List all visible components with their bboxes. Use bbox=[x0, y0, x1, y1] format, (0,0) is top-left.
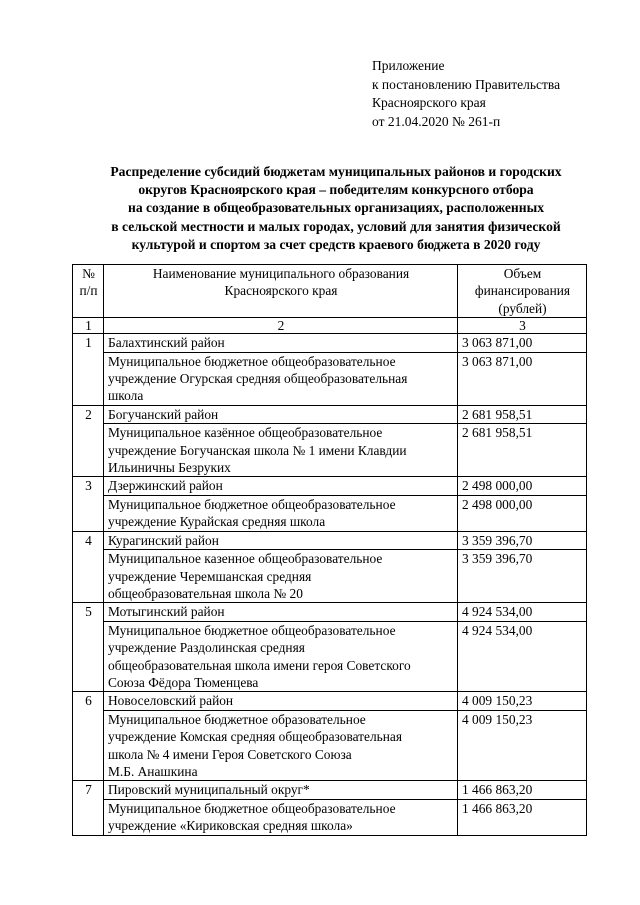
district-row bbox=[73, 531, 587, 549]
district-name: Пировский муниципальный округ* bbox=[104, 781, 458, 799]
header-name-line: Красноярского края bbox=[224, 283, 338, 299]
school-amount: 4 924 534,00 bbox=[458, 621, 587, 692]
school-name-line: М.Б. Анашкина bbox=[108, 763, 198, 779]
school-amount: 3 063 871,00 bbox=[458, 352, 587, 405]
title-line: Распределение субсидий бюджетам муниципальных районов и городских bbox=[110, 164, 562, 179]
header-amount-line: финансирования bbox=[474, 283, 571, 299]
column-index-row bbox=[73, 318, 587, 334]
school-name-line: учреждение Черемшанская средняя bbox=[108, 568, 312, 584]
row-number: 3 bbox=[73, 477, 104, 531]
row-number: 7 bbox=[73, 781, 104, 835]
school-amount: 1 466 863,20 bbox=[458, 799, 587, 835]
header-amount bbox=[458, 265, 587, 318]
school-name-line: школа bbox=[108, 388, 144, 404]
appendix-line: к постановлению Правительства bbox=[372, 76, 561, 92]
school-name-line: Муниципальное казённое общеобразовательное bbox=[108, 425, 383, 441]
school-name-line: общеобразовательная школа имени героя Советского bbox=[108, 657, 411, 673]
row-number: 4 bbox=[73, 531, 104, 603]
district-amount: 2 498 000,00 bbox=[458, 477, 587, 495]
school-name-line: учреждение Комская средняя общеобразовательная bbox=[108, 729, 403, 745]
school-name-line: Союза Фёдора Тюменцева bbox=[108, 674, 259, 690]
school-name bbox=[104, 495, 458, 531]
district-name: Богучанский район bbox=[104, 405, 458, 423]
district-name: Дзержинский район bbox=[104, 477, 458, 495]
district-name: Курагинский район bbox=[104, 531, 458, 549]
school-name-line: учреждение Раздолинская средняя bbox=[108, 640, 305, 656]
school-name-line: Муниципальное казенное общеобразовательное bbox=[108, 551, 383, 567]
column-index: 2 bbox=[104, 318, 458, 334]
district-name: Новоселовский район bbox=[104, 692, 458, 710]
school-row bbox=[73, 424, 587, 477]
school-row bbox=[73, 352, 587, 405]
row-number: 1 bbox=[73, 334, 104, 406]
appendix-line: Приложение bbox=[372, 58, 445, 73]
title-line: культурой и спортом за счет средств краевого бюджета в 2020 году bbox=[131, 236, 541, 252]
school-name bbox=[104, 710, 458, 781]
school-amount: 2 498 000,00 bbox=[458, 495, 587, 531]
appendix-line: от 21.04.2020 № 261-п bbox=[372, 113, 501, 129]
district-row bbox=[73, 334, 587, 352]
row-number: 6 bbox=[73, 692, 104, 781]
district-amount: 4 924 534,00 bbox=[458, 603, 587, 621]
school-name-line: Муниципальное бюджетное общеобразовательное bbox=[108, 800, 396, 816]
row-number: 5 bbox=[73, 603, 104, 692]
district-amount: 4 009 150,23 bbox=[458, 692, 587, 710]
subsidy-table bbox=[72, 264, 587, 836]
district-row bbox=[73, 692, 587, 710]
school-name-line: школа № 4 имени Героя Советского Союза bbox=[108, 746, 352, 762]
school-name-line: Муниципальное бюджетное образовательное bbox=[108, 711, 366, 727]
school-name-line: Муниципальное бюджетное общеобразовательное bbox=[108, 622, 396, 638]
header-number bbox=[73, 265, 104, 318]
school-name-line: учреждение Богучанская школа № 1 имени Клавдии bbox=[108, 442, 407, 458]
school-name-line: Муниципальное бюджетное общеобразовательное bbox=[108, 353, 396, 369]
school-row bbox=[73, 495, 587, 531]
school-name bbox=[104, 352, 458, 405]
school-name-line: Муниципальное бюджетное общеобразовательное bbox=[108, 496, 396, 512]
school-amount: 2 681 958,51 bbox=[458, 424, 587, 477]
header-amount-line: (рублей) bbox=[498, 300, 547, 316]
school-name-line: Ильиничны Безруких bbox=[108, 460, 231, 476]
school-name-line: учреждение «Кириковская средняя школа» bbox=[108, 818, 353, 834]
district-row bbox=[73, 405, 587, 423]
school-row bbox=[73, 799, 587, 835]
appendix-line: Красноярского края bbox=[372, 95, 486, 110]
table-body bbox=[73, 334, 587, 835]
school-name-line: общеобразовательная школа № 20 bbox=[108, 585, 303, 601]
title-line: в сельской местности и малых городах, условий для занятия физической bbox=[111, 218, 561, 234]
column-index: 3 bbox=[458, 318, 587, 334]
title-line: на создание в общеобразовательных организациях, расположенных bbox=[127, 200, 544, 216]
district-row bbox=[73, 477, 587, 495]
school-name-line: учреждение Огурская средняя общеобразовательная bbox=[108, 371, 408, 387]
district-amount: 3 063 871,00 bbox=[458, 334, 587, 352]
header-row bbox=[73, 265, 587, 318]
district-row bbox=[73, 781, 587, 799]
school-row bbox=[73, 550, 587, 603]
appendix-block bbox=[372, 57, 560, 131]
header-name bbox=[104, 265, 458, 318]
title-line: округов Красноярского края – победителям конкурсного отбора bbox=[138, 182, 534, 198]
header-number-line: п/п bbox=[79, 283, 98, 299]
header-amount-line: Объем bbox=[503, 266, 542, 281]
school-name-line: учреждение Курайская средняя школа bbox=[108, 514, 326, 530]
district-amount: 1 466 863,20 bbox=[458, 781, 587, 799]
document-title bbox=[60, 163, 612, 254]
school-name bbox=[104, 550, 458, 603]
school-amount: 3 359 396,70 bbox=[458, 550, 587, 603]
school-amount: 4 009 150,23 bbox=[458, 710, 587, 781]
header-number-line: № bbox=[82, 266, 95, 281]
district-amount: 3 359 396,70 bbox=[458, 531, 587, 549]
header-name-line: Наименование муниципального образования bbox=[152, 266, 410, 281]
district-name: Балахтинский район bbox=[104, 334, 458, 352]
school-row bbox=[73, 621, 587, 692]
column-index: 1 bbox=[73, 318, 104, 334]
district-amount: 2 681 958,51 bbox=[458, 405, 587, 423]
school-name bbox=[104, 424, 458, 477]
school-name bbox=[104, 621, 458, 692]
school-row bbox=[73, 710, 587, 781]
district-row bbox=[73, 603, 587, 621]
school-name bbox=[104, 799, 458, 835]
row-number: 2 bbox=[73, 405, 104, 477]
district-name: Мотыгинский район bbox=[104, 603, 458, 621]
